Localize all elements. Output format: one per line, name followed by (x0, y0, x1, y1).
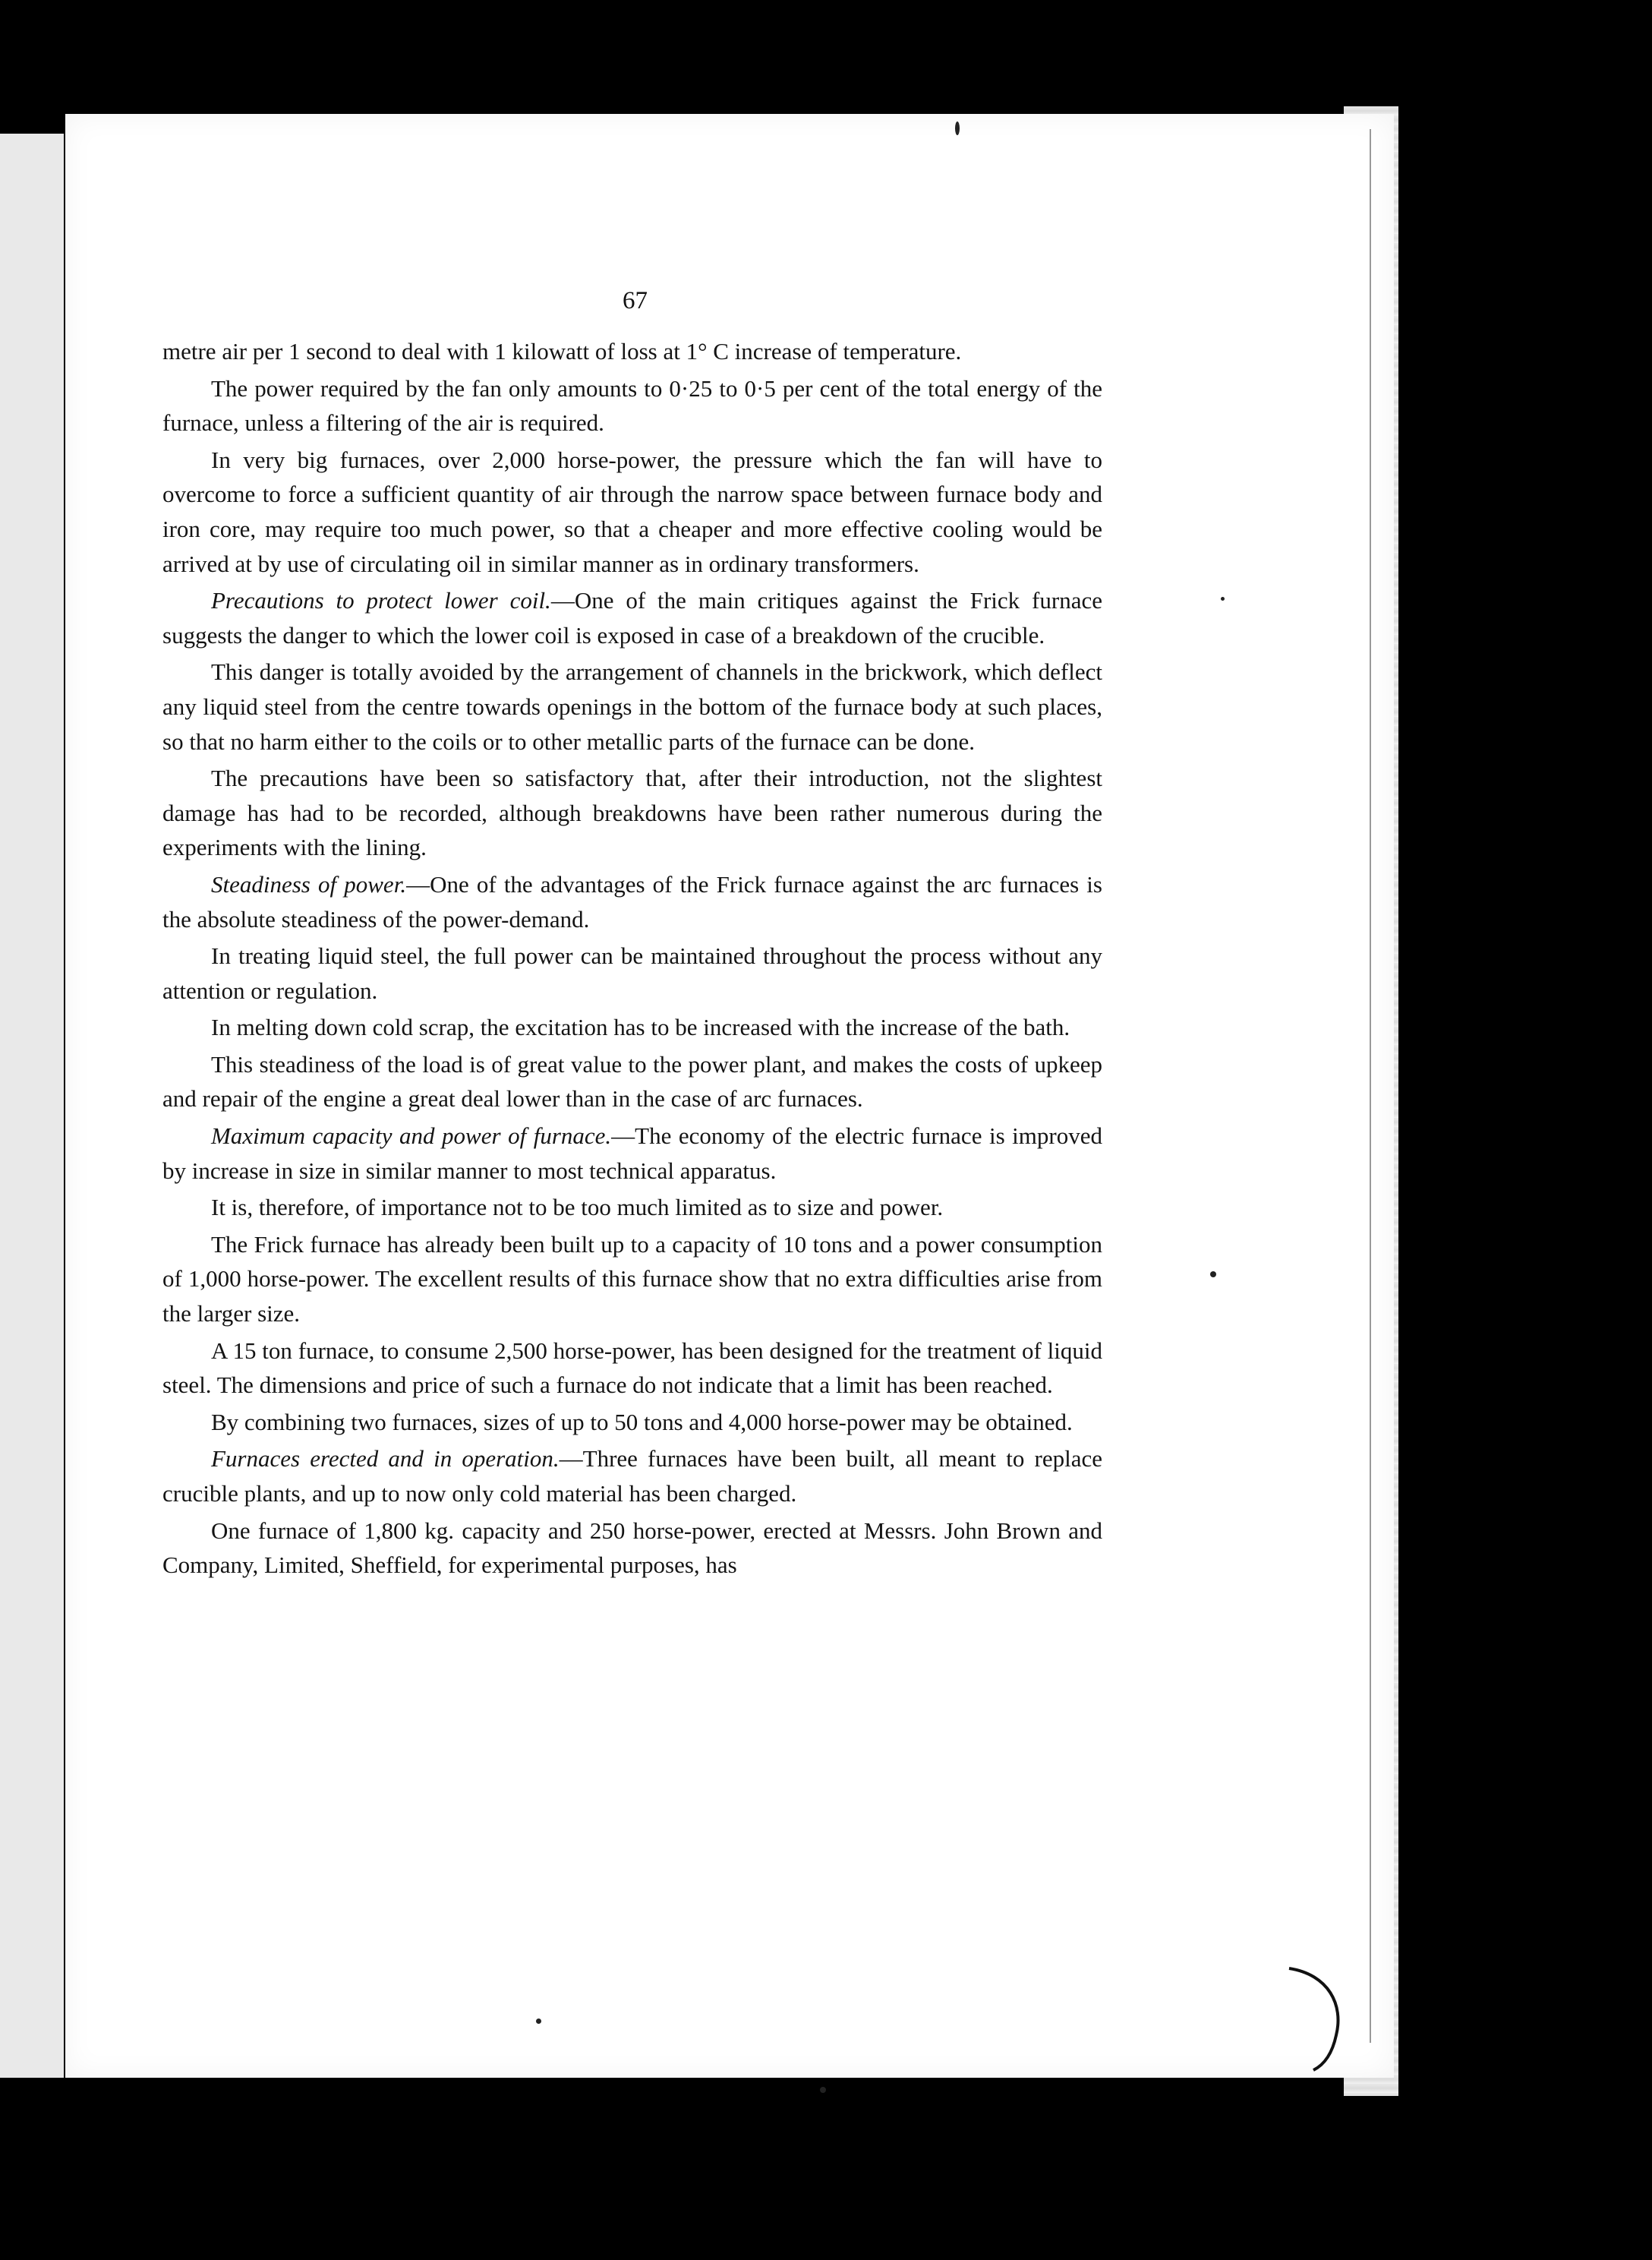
paragraph-text: —Three furnaces have been built, all meant to replace crucible plants, and up to now only cold material has been charged. (162, 1445, 1102, 1507)
scan-speck (1210, 1271, 1216, 1277)
paragraph-text: —One of the main critiques against the Frick furnace suggests the danger to which the lower coil is exposed in case of a breakdown of the crucible. (162, 587, 1102, 649)
paragraph-text: —The economy of the electric furnace is improved by increase in size in similar manner to most technical apparatus. (162, 1122, 1102, 1184)
paragraph (162, 655, 1102, 759)
paragraph (162, 371, 1102, 440)
paragraph-text: In treating liquid steel, the full power can be maintained throughout the process without any attention or regulation. (162, 942, 1102, 1004)
paragraph (162, 1119, 1102, 1188)
paragraph (162, 443, 1102, 581)
paragraph (162, 1010, 1102, 1045)
paragraph (162, 867, 1102, 936)
body-text (162, 334, 1102, 1583)
section-heading: Furnaces erected and in operation. (211, 1445, 560, 1472)
section-heading: Maximum capacity and power of furnace. (211, 1122, 612, 1150)
page-number: 67 (623, 287, 648, 314)
paragraph-text: This danger is totally avoided by the arrangement of channels in the brickwork, which deflect any liquid steel from the centre towards openings in the bottom of the furnace body at such places, so that no harm either to the coils or to other metallic parts of the furnace can be done. (162, 658, 1102, 755)
paragraph (162, 1047, 1102, 1116)
paragraph-text: One furnace of 1,800 kg. capacity and 250 horse-power, erected at Messrs. John Brown and Company, Limited, Sheffield, for experimental purposes, has (162, 1517, 1102, 1579)
paragraph (162, 1441, 1102, 1510)
paragraph-text: In very big furnaces, over 2,000 horse-power, the pressure which the fan will have to overcome to force a sufficient quantity of air through the narrow space between furnace body and iron core, may require too much power, so that a cheaper and more effective cooling would be arrived at by use of circulating oil in similar manner as in ordinary transformers. (162, 446, 1102, 577)
paragraph-text: The precautions have been so satisfactory that, after their introduction, not the slightest damage has had to be recorded, although breakdowns have been rather numerous during the experiments with the lining. (162, 765, 1102, 861)
scan-speck (536, 2019, 541, 2024)
paragraph (162, 1405, 1102, 1440)
paragraph-text: This steadiness of the load is of great value to the power plant, and makes the costs of upkeep and repair of the engine a great deal lower than in the case of arc furnaces. (162, 1050, 1102, 1113)
paragraph (162, 583, 1102, 652)
scan-speck (820, 2087, 826, 2093)
paragraph-text: The power required by the fan only amounts to 0·25 to 0·5 per cent of the total energy of the furnace, unless a filtering of the air is required. (162, 374, 1102, 437)
paragraph-text: A 15 ton furnace, to consume 2,500 horse-power, has been designed for the treatment of liquid steel. The dimensions and price of such a furnace do not indicate that a limit has been reached. (162, 1337, 1102, 1399)
page-border-line (1370, 129, 1371, 2043)
paragraph (162, 1334, 1102, 1403)
paragraph-text: In melting down cold scrap, the excitation has to be increased with the increase of the bath. (211, 1014, 1070, 1041)
paragraph (162, 761, 1102, 865)
paragraph (162, 1190, 1102, 1225)
paragraph-text: metre air per 1 second to deal with 1 kilowatt of loss at 1° C increase of temperature. (162, 338, 962, 365)
paragraph-text: —One of the advantages of the Frick furnace against the arc furnaces is the absolute steadiness of the power-demand. (162, 870, 1102, 933)
section-heading: Steadiness of power. (211, 870, 407, 898)
paragraph-text: By combining two furnaces, sizes of up to 50 tons and 4,000 horse-power may be obtained. (211, 1408, 1073, 1435)
section-heading: Precautions to protect lower coil. (211, 587, 551, 614)
scan-speck (955, 122, 960, 135)
paragraph (162, 334, 1102, 369)
left-page-edge (0, 134, 64, 2078)
paragraph (162, 1227, 1102, 1331)
paragraph (162, 1514, 1102, 1583)
paragraph-text: The Frick furnace has already been built up to a capacity of 10 tons and a power consumption of 1,000 horse-power. The excellent results of this furnace show that no extra difficulties arise from the larger size. (162, 1230, 1102, 1327)
paragraph (162, 939, 1102, 1008)
paragraph-text: It is, therefore, of importance not to be too much limited as to size and power. (211, 1194, 944, 1221)
scan-mark-curve (1283, 1959, 1351, 2073)
scan-speck (1221, 597, 1225, 601)
